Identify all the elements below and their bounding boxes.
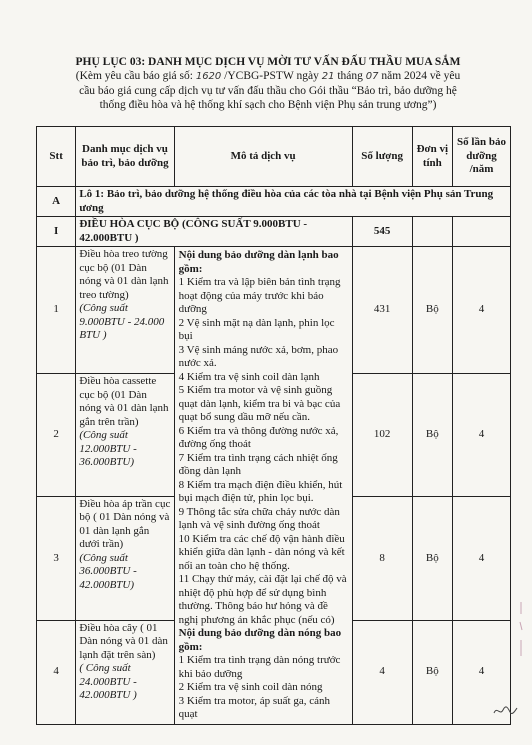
request-day: 21 [321,71,335,82]
row-frequency: 4 [453,496,511,620]
signature-mark [492,702,518,718]
col-frequency: Số lần bảo dưỡng /năm [453,127,511,187]
row-frequency: 4 [453,247,511,374]
list-item: 5 Kiểm tra motor và vệ sinh guồng quạt dàn lạnh, kiểm tra bi và bạc của quạt bổ sung dầu mỡ nếu cần. [178,384,341,423]
row-frequency: 4 [453,620,511,724]
list-item: 9 Thông tắc sửa chữa chảy nước dàn lạnh và vệ sinh đường ống thoát [178,505,340,531]
scan-artifact [518,600,524,660]
row-frequency: 4 [453,374,511,496]
row-quantity: 102 [352,374,412,496]
table-header-row [37,127,511,187]
list-item: 8 Kiểm tra mạch điện điều khiển, hút bụi mạch điện tử, phin lọc bụi. [178,478,343,504]
list-item: 10 Kiểm tra các chế độ vận hành điều khiển giữa dàn lạnh - dàn nóng và kết nối an toàn cho hệ thống. [178,532,345,572]
col-category: Danh mục dịch vụ bảo trì, bảo dưỡng [76,127,174,187]
list-item: 11 Chạy thử máy, cài đặt lại chế độ và nhiệt độ phù hợp để sử dụng bình thường. Thông báo hư hỏng và đề nghị phương án khắc phục (nếu có) [178,573,347,626]
list-item: 2 Vệ sinh mặt nạ dàn lạnh, phin lọc bụi [178,316,335,342]
row-stt: 3 [37,496,76,620]
row-quantity: 4 [352,620,412,724]
lot-stt: A [37,187,76,217]
row-unit: Bộ [412,247,452,374]
list-item: 3 Kiểm tra motor, áp suất ga, cánh quạt [178,694,330,720]
list-item: 3 Vệ sinh máng nước xả, bơm, phao nước xả. [178,343,339,369]
row-category: Điều hòa cây ( 01 Dàn nóng và 01 dàn lạnh đặt trên sàn) ( Công suất 24.000BTU - 42.000BTU ) [76,620,174,724]
col-stt: Stt [37,127,76,187]
list-item: 2 Kiểm tra vệ sinh coil dàn nóng [178,681,323,693]
lot-title: Lô 1: Bảo trì, bảo dưỡng hệ thống điều hòa của các tòa nhà tại Bệnh viện Phụ sản Trung ương [76,187,511,217]
group-quantity: 545 [352,217,412,247]
row-unit: Bộ [412,620,452,724]
row-quantity: 431 [352,247,412,374]
list-item: 7 Kiểm tra tình trạng cách nhiệt ống đồng dàn lạnh [178,451,338,477]
request-month: 07 [365,71,379,82]
document-title: PHỤ LỤC 03: DANH MỤC DỊCH VỤ MỜI TƯ VẤN ĐẤU THẦU MUA SẮM [75,56,461,68]
document-subtitle: (Kèm yêu cầu báo giá số: 1620 /YCBG-PSTW ngày 21 tháng 07 năm 2024 về yêu [75,70,461,82]
document-subtitle-line3: thống điều hòa và hệ thống khí sạch cho Bệnh viện Phụ sản trung ương”) [99,99,437,111]
row-unit: Bộ [412,374,452,496]
group-row [37,217,511,247]
row-stt: 2 [37,374,76,496]
col-quantity: Số lượng [352,127,412,187]
row-category: Điều hòa treo tường cục bộ (01 Dàn nóng và 01 dàn lạnh treo tường) (Công suất 9.000BTU - 24.000 BTU ) [76,247,174,374]
document-header [32,55,504,112]
list-item: 4 Kiểm tra vệ sinh coil dàn lạnh [178,370,320,383]
request-number: 1620 [195,71,222,82]
row-unit: Bộ [412,496,452,620]
list-item: 1 Kiểm tra tình trạng dàn nóng trước khi bảo dưỡng [178,654,341,680]
table-row [37,247,511,374]
col-description: Mô tả dịch vụ [174,127,352,187]
list-item: 6 Kiểm tra và thông đường nước xả, đường ống thoát [178,424,339,450]
col-unit: Đơn vị tính [412,127,452,187]
group-title: ĐIỀU HÒA CỤC BỘ (CÔNG SUẤT 9.000BTU - 42.000BTU ) [76,217,352,247]
row-stt: 1 [37,247,76,374]
row-category: Điều hòa cassette cục bộ (01 Dàn nóng và 01 dàn lạnh gắn trên trần) (Công suất 12.000BTU - 36.000BTU) [76,374,174,496]
list-item: 1 Kiểm tra và lập biên bản tình trạng hoạt động của máy trước khi bảo dưỡng [178,276,341,315]
indoor-heading: Nội dung bảo dưỡng dàn lạnh bao gồm: [178,249,339,275]
outdoor-heading: Nội dung bảo dưỡng dàn nóng bao gồm: [178,627,342,653]
row-quantity: 8 [352,496,412,620]
lot-row [37,187,511,217]
row-category: Điều hòa áp trần cục bộ ( 01 Dàn nóng và 01 dàn lạnh gắn dưới trần) (Công suất 36.000BTU - 42.000BTU) [76,496,174,620]
document-subtitle-line2: cầu báo giá cung cấp dịch vụ tư vấn đấu thầu cho Gói thầu “Bảo trì, bảo dưỡng hệ [79,85,457,97]
row-stt: 4 [37,620,76,724]
service-description [174,247,352,725]
service-table [36,126,511,725]
group-stt: I [37,217,76,247]
